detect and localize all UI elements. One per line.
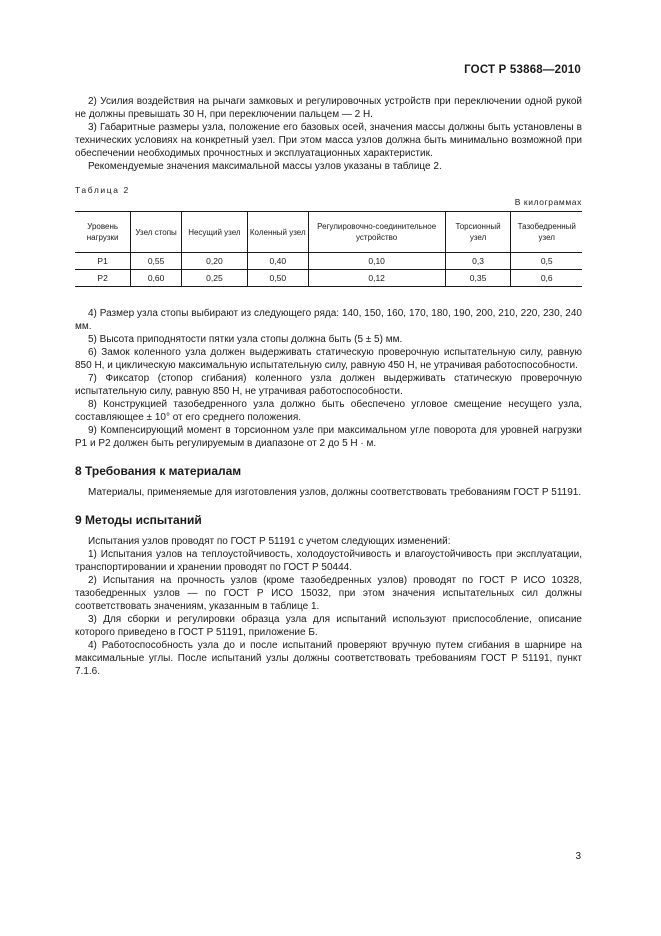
table-cell: 0,20 [181, 253, 247, 270]
table-header-cell: Узел стопы [131, 212, 182, 253]
list-item: 5) Высота приподнятости пятки узла стопы должна быть (5 ± 5) мм. [88, 334, 403, 345]
list-item: 9) Компенсирующий момент в торсионном узле при максимальном угле поворота для уровней нагрузки Р1 и Р2 должен быть регулируемым в диапазоне от 2 до 5 Н · м. [75, 425, 582, 449]
table-header-cell: Несущий узел [181, 212, 247, 253]
table-cell: 0,12 [308, 270, 445, 287]
list-item: 1) Испытания узлов на теплоустойчивость, холодоустойчивость и влагоустойчивость при эксплуатации, транспортировании и хранении проводят по ГОСТ Р 50444. [75, 549, 582, 573]
mass-table [75, 211, 582, 287]
table-cell: 0,10 [308, 253, 445, 270]
list-item: 8) Конструкцией тазобедренного узла должно быть обеспечено угловое смещение несущего узла, составляющее ± 10° от его среднего положения. [75, 399, 582, 423]
table-units: В килограммах [514, 197, 582, 207]
paragraph: 2) Усилия воздействия на рычаги замковых и регулировочных устройств при переключении одной рукой не должны превышать 30 Н, при переключении пальцем — 2 Н. [75, 96, 582, 120]
table-header-cell: Регулировочно-соединительное устройство [308, 212, 445, 253]
table-cell: 0,35 [445, 270, 511, 287]
page-content [75, 95, 582, 678]
section-heading: 8 Требования к материалам [75, 464, 242, 478]
table-header-cell: Уровень нагрузки [75, 212, 131, 253]
paragraph: Рекомендуемые значения максимальной массы узлов указаны в таблице 2. [88, 161, 442, 172]
page-number: 3 [575, 851, 581, 862]
table-header-cell: Коленный узел [247, 212, 308, 253]
list-item: 7) Фиксатор (стопор сгибания) коленного узла должен выдерживать статическую проверочную испытательную силу, равную 850 Н, не утрачивая работоспособности. [75, 373, 582, 397]
table-header-cell: Тазобедренный узел [511, 212, 582, 253]
table-cell: 0,40 [247, 253, 308, 270]
table-cell: 0,60 [131, 270, 182, 287]
paragraph: 3) Габаритные размеры узла, положение его базовых осей, значения массы должны быть установлены в технических условиях на конкретный узел. При этом масса узлов должна быть минимально возможной при обеспечении необходимых прочностных и эксплуатационных характеристик. [75, 122, 582, 159]
table-cell: 0,5 [511, 253, 582, 270]
section-heading: 9 Методы испытаний [75, 513, 202, 527]
table-cell: 0,6 [511, 270, 582, 287]
list-item: 4) Работоспособность узла до и после испытаний проверяют вручную путем сгибания в шарнире на максимальные углы. После испытаний узлы должны соответствовать требованиям ГОСТ Р 51191, пункт 7.1.6. [75, 640, 582, 677]
list-item: 6) Замок коленного узла должен выдерживать статическую проверочную испытательную силу, равную 850 Н, и циклическую максимальную испытательную силу, равную 450 Н, не утрачивая работоспособности. [75, 347, 582, 371]
table-cell: 0,3 [445, 253, 511, 270]
table-caption: Таблица 2 [75, 185, 130, 195]
list-item: 3) Для сборки и регулировки образца узла для испытаний используют приспособление, описание которого приведено в ГОСТ Р 51191, приложение Б. [75, 614, 582, 638]
table-cell: Р2 [97, 273, 108, 283]
table-cell: 0,25 [181, 270, 247, 287]
table-cell: 0,50 [247, 270, 308, 287]
paragraph: Материалы, применяемые для изготовления узлов, должны соответствовать требованиям ГОСТ Р 51191. [88, 487, 582, 498]
table-row [75, 270, 582, 287]
list-item: 2) Испытания на прочность узлов (кроме тазобедренных узлов) проводят по ГОСТ Р ИСО 10328, тазобедренных узлов — по ГОСТ Р ИСО 15032, при этом значения испытательных сил должны соответствовать значениям, указанным в таблице 1. [75, 575, 582, 612]
table-header-cell: Торсионный узел [445, 212, 511, 253]
table-cell: Р1 [75, 253, 131, 270]
paragraph: Испытания узлов проводят по ГОСТ Р 51191 с учетом следующих изменений: [88, 536, 451, 547]
table-row [75, 253, 582, 270]
table-cell: 0,55 [131, 253, 182, 270]
table-header-row [75, 212, 582, 253]
list-item: 4) Размер узла стопы выбирают из следующего ряда: 140, 150, 160, 170, 180, 190, 200, 210, 220, 230, 240 мм. [75, 308, 582, 332]
document-code: ГОСТ Р 53868—2010 [464, 64, 581, 76]
